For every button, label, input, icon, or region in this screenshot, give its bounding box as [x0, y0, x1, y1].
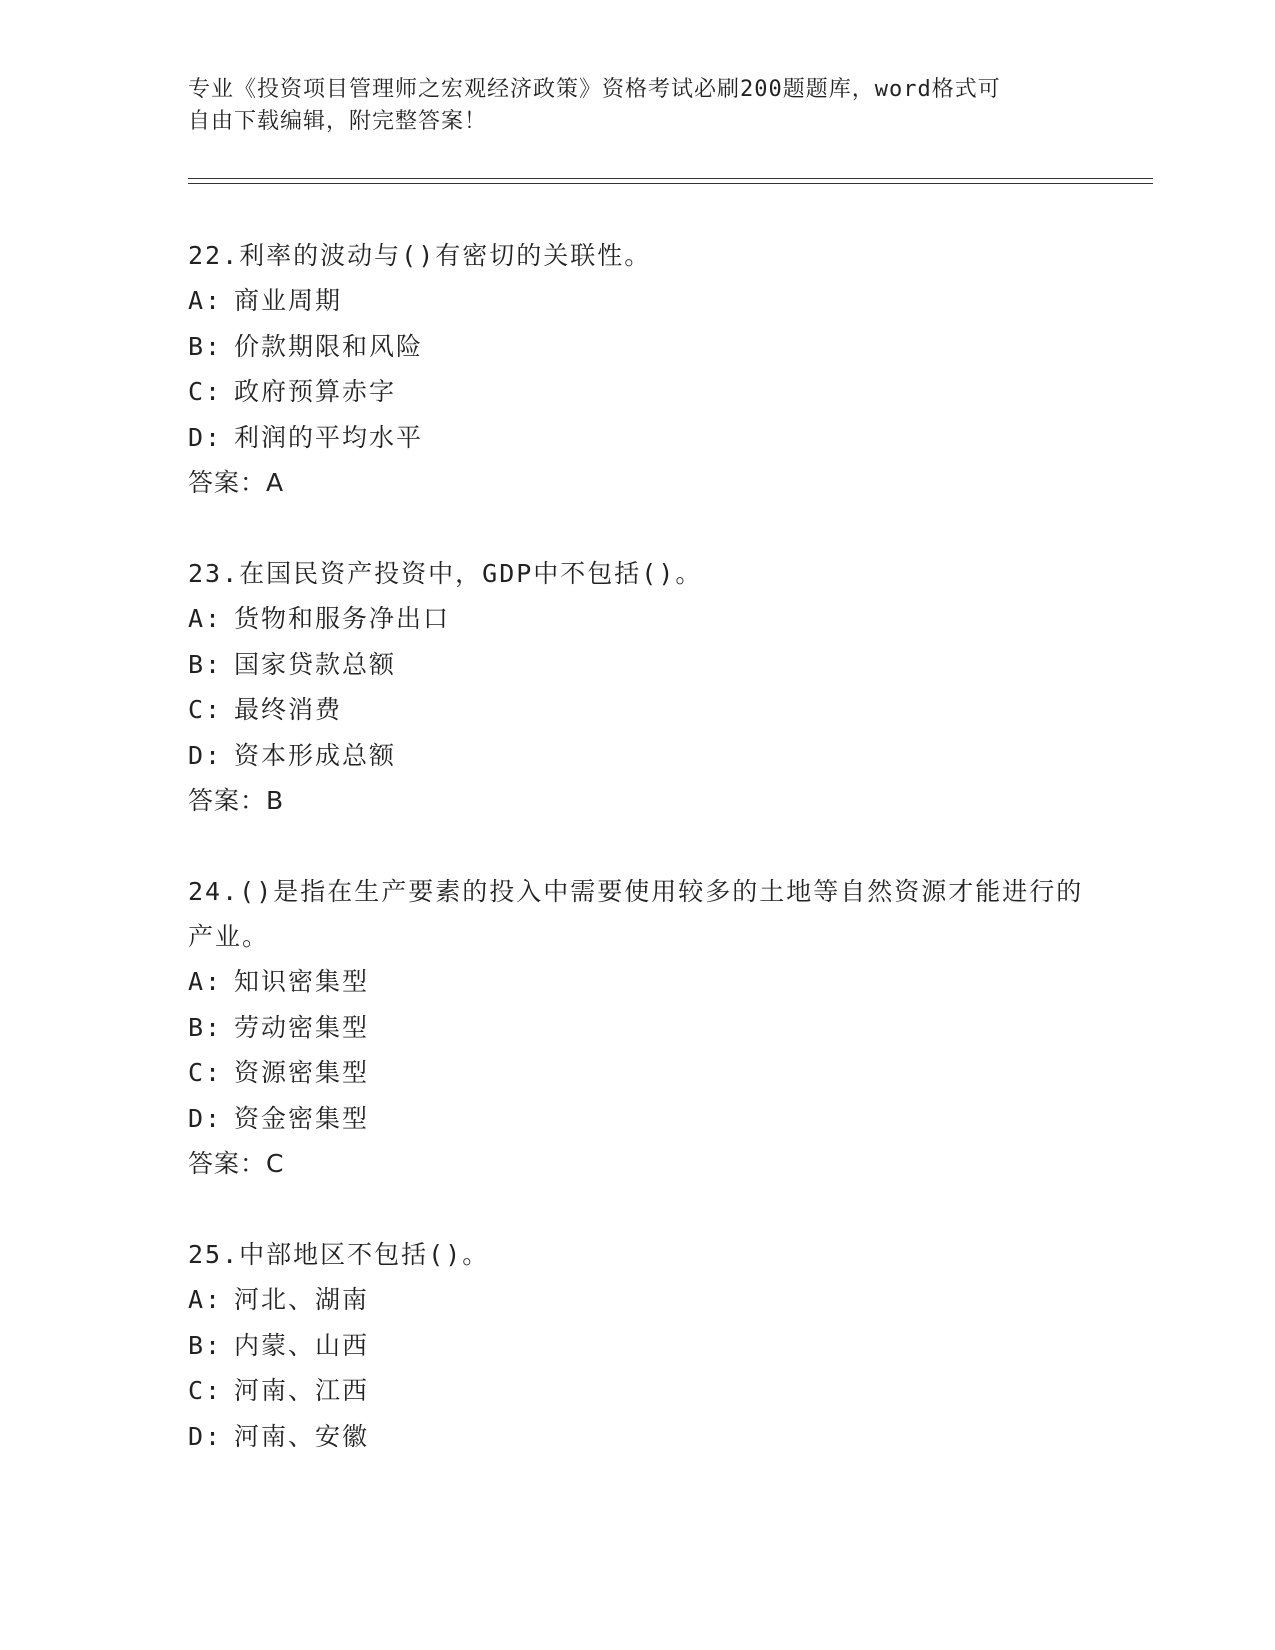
question-stem: 24.()是指在生产要素的投入中需要使用较多的土地等自然资源才能进行的产业。: [188, 877, 1084, 951]
option-key: C:: [188, 1376, 223, 1405]
option-d: [188, 1096, 1088, 1142]
option-d: [188, 1414, 1088, 1460]
option-text: 政府预算赤字: [234, 377, 397, 406]
option-text: 资源密集型: [234, 1058, 370, 1087]
answer-line: 答案：A: [188, 468, 285, 497]
header-line-2: 自由下载编辑，附完整答案！: [188, 109, 488, 134]
option-key: B:: [188, 331, 223, 361]
option-a: [188, 596, 1088, 642]
option-text: 劳动密集型: [234, 1012, 370, 1042]
option-key: C:: [188, 1058, 223, 1087]
answer-line: 答案：B: [188, 786, 285, 815]
option-key: A:: [188, 1285, 223, 1314]
option-text: 知识密集型: [234, 967, 370, 996]
option-text: 国家贷款总额: [234, 649, 397, 679]
option-a: [188, 1277, 1088, 1323]
option-text: 资金密集型: [234, 1103, 370, 1133]
option-text: 河北、湖南: [234, 1285, 370, 1314]
option-key: A:: [188, 286, 223, 315]
option-key: A:: [188, 967, 223, 996]
option-a: [188, 959, 1088, 1005]
option-key: A:: [188, 604, 223, 633]
question-stem: 23.在国民资产投资中，GDP中不包括()。: [188, 559, 703, 588]
question-stem: 22.利率的波动与()有密切的关联性。: [188, 241, 652, 270]
option-d: [188, 415, 1088, 461]
option-text: 河南、安徽: [234, 1421, 370, 1451]
header-divider-bottom: [188, 183, 1153, 184]
header-divider-top: [188, 178, 1153, 179]
option-text: 利润的平均水平: [234, 422, 424, 452]
option-text: 价款期限和风险: [234, 331, 424, 361]
option-key: D:: [188, 422, 223, 452]
option-text: 最终消费: [234, 695, 343, 724]
question-24: [188, 869, 1088, 1186]
option-text: 资本形成总额: [234, 740, 397, 770]
option-d: [188, 733, 1088, 779]
question-22: [188, 233, 1088, 505]
option-c: [188, 1050, 1088, 1096]
option-key: B:: [188, 649, 223, 679]
option-key: D:: [188, 1421, 223, 1451]
question-25: [188, 1232, 1088, 1459]
question-stem: 25.中部地区不包括()。: [188, 1240, 490, 1269]
option-text: 内蒙、山西: [234, 1330, 370, 1360]
option-b: [188, 642, 1088, 688]
option-a: [188, 278, 1088, 324]
option-b: [188, 1323, 1088, 1369]
option-key: C:: [188, 695, 223, 724]
question-23: [188, 551, 1088, 823]
option-key: D:: [188, 740, 223, 770]
option-key: D:: [188, 1103, 223, 1133]
option-c: [188, 369, 1088, 415]
option-b: [188, 324, 1088, 370]
document-header: [188, 74, 1088, 138]
option-text: 商业周期: [234, 286, 343, 315]
option-c: [188, 1368, 1088, 1414]
option-key: C:: [188, 377, 223, 406]
option-text: 货物和服务净出口: [234, 604, 451, 633]
answer-line: 答案：C: [188, 1149, 285, 1178]
option-key: B:: [188, 1330, 223, 1360]
header-line-1: 专业《投资项目管理师之宏观经济政策》资格考试必刷200题题库，word格式可: [188, 77, 1001, 102]
option-b: [188, 1005, 1088, 1051]
option-c: [188, 687, 1088, 733]
option-key: B:: [188, 1012, 223, 1042]
option-text: 河南、江西: [234, 1376, 370, 1405]
